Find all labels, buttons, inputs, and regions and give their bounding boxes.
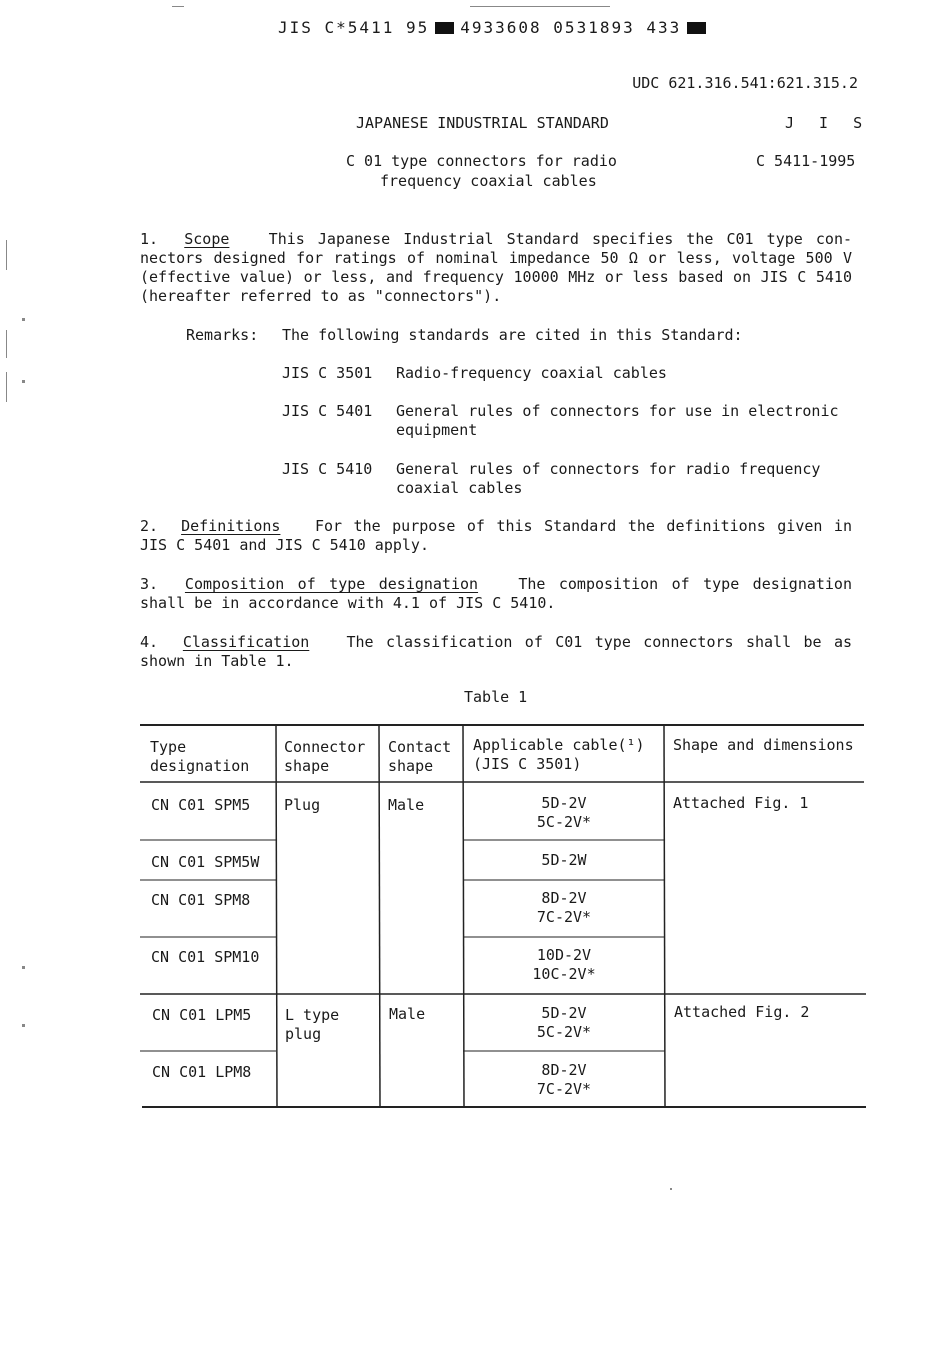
section-text: For the purpose of this Standard the definitions given in xyxy=(314,517,852,535)
section-text-rest: shown in Table 1. xyxy=(140,652,294,670)
ref-code: JIS C 5401 xyxy=(282,402,373,420)
cell-cable: 5C-2V* xyxy=(536,813,592,831)
section-text-rest: nectors designed for ratings of nominal impedance 50 Ω or less, voltage 500 V (effective value) or less, and frequency 10000 MHz or less based on JIS C 5410 (hereafter referred to as "connectors"). xyxy=(140,249,852,305)
doc-title-line-1: C 01 type connectors for radio xyxy=(346,152,617,170)
cell-cable: 10D-2V xyxy=(536,946,592,964)
cell-contact-shape: Male xyxy=(388,796,425,814)
cell-connector-shape: L type plug xyxy=(285,1006,340,1043)
cell-cable: 10C-2V* xyxy=(532,965,596,983)
scan-mark xyxy=(670,1188,672,1190)
cell-cable: 7C-2V* xyxy=(536,1080,592,1098)
column-rule xyxy=(276,725,277,1107)
section-text-rest: shall be in accordance with 4.1 of JIS C 5410. xyxy=(140,594,556,612)
section-text: The classification of C01 type connectors shall be as xyxy=(346,633,853,651)
ref-description: Radio-frequency coaxial cables xyxy=(396,364,667,382)
ref-code: JIS C 5410 xyxy=(282,460,373,478)
cell-type-designation: CN C01 LPM5 xyxy=(152,1006,252,1024)
cell-cable: 8D-2V xyxy=(541,889,587,907)
cell-cable: 5D-2V xyxy=(541,794,587,812)
cell-contact-shape: Male xyxy=(389,1005,426,1023)
section-text: The composition of type designation xyxy=(518,575,852,593)
section-number: 4. xyxy=(140,633,159,651)
section-heading: Classification xyxy=(182,633,310,651)
scan-mark xyxy=(172,6,184,7)
scan-mark xyxy=(6,240,7,270)
remarks-label: Remarks: xyxy=(186,326,259,344)
remarks-text: The following standards are cited in this Standard: xyxy=(282,326,743,344)
ref-code: JIS C 3501 xyxy=(282,364,373,382)
cell-cable: 8D-2V xyxy=(541,1061,587,1079)
standard-number: C 5411-1995 xyxy=(756,152,856,170)
cell-cable: 5D-2V xyxy=(541,1004,587,1022)
cell-cable: 7C-2V* xyxy=(536,908,592,926)
col-header-cable: Applicable cable(¹) (JIS C 3501) xyxy=(473,736,645,773)
cell-type-designation: CN C01 SPM8 xyxy=(151,891,251,909)
col-header-connector: Connector shape xyxy=(284,738,366,775)
section-text: This Japanese Industrial Standard specifies the C01 type con- xyxy=(268,230,853,248)
column-rule xyxy=(379,725,380,1107)
udc-code: UDC 621.316.541:621.315.2 xyxy=(632,74,858,92)
table-caption: Table 1 xyxy=(464,688,528,706)
section-heading: Definitions xyxy=(181,517,281,535)
section-number: 2. xyxy=(140,517,159,535)
scan-mark xyxy=(22,1024,25,1027)
cell-shape-dimensions: Attached Fig. 1 xyxy=(673,794,809,812)
column-rule xyxy=(664,725,665,1107)
scan-mark xyxy=(470,6,610,7)
scan-mark xyxy=(6,372,7,402)
section-heading: Scope xyxy=(184,230,230,248)
print-code-part-2: 4933608 0531893 433 xyxy=(460,18,682,37)
cell-type-designation: CN C01 SPM5W xyxy=(151,853,260,871)
scan-mark xyxy=(22,380,25,383)
cell-cable: 5D-2W xyxy=(541,851,587,869)
col-header-contact: Contact shape xyxy=(388,738,452,775)
cell-type-designation: CN C01 LPM8 xyxy=(152,1063,252,1081)
print-code-part-1: JIS C*5411 95 xyxy=(278,18,430,37)
ref-description: General rules of connectors for use in electronic equipment xyxy=(396,402,839,439)
col-header-shape: Shape and dimensions xyxy=(673,736,854,754)
section-number: 3. xyxy=(140,575,159,593)
scan-mark xyxy=(22,318,25,321)
scan-mark xyxy=(6,330,7,358)
ref-description: General rules of connectors for radio frequency coaxial cables xyxy=(396,460,821,497)
cell-shape-dimensions: Attached Fig. 2 xyxy=(674,1003,810,1021)
doc-title-line-2: frequency coaxial cables xyxy=(380,172,597,190)
section-heading: Composition of type designation xyxy=(184,575,479,593)
jis-label: J I S xyxy=(785,114,871,132)
scan-mark xyxy=(22,966,25,969)
section-text-rest: JIS C 5401 and JIS C 5410 apply. xyxy=(140,536,429,554)
standard-org: JAPANESE INDUSTRIAL STANDARD xyxy=(356,114,609,132)
cell-connector-shape: Plug xyxy=(284,796,321,814)
cell-type-designation: CN C01 SPM10 xyxy=(151,948,260,966)
cell-cable: 5C-2V* xyxy=(536,1023,592,1041)
cell-type-designation: CN C01 SPM5 xyxy=(151,796,251,814)
section-number: 1. xyxy=(140,230,159,248)
col-header-type: Type designation xyxy=(150,738,250,775)
